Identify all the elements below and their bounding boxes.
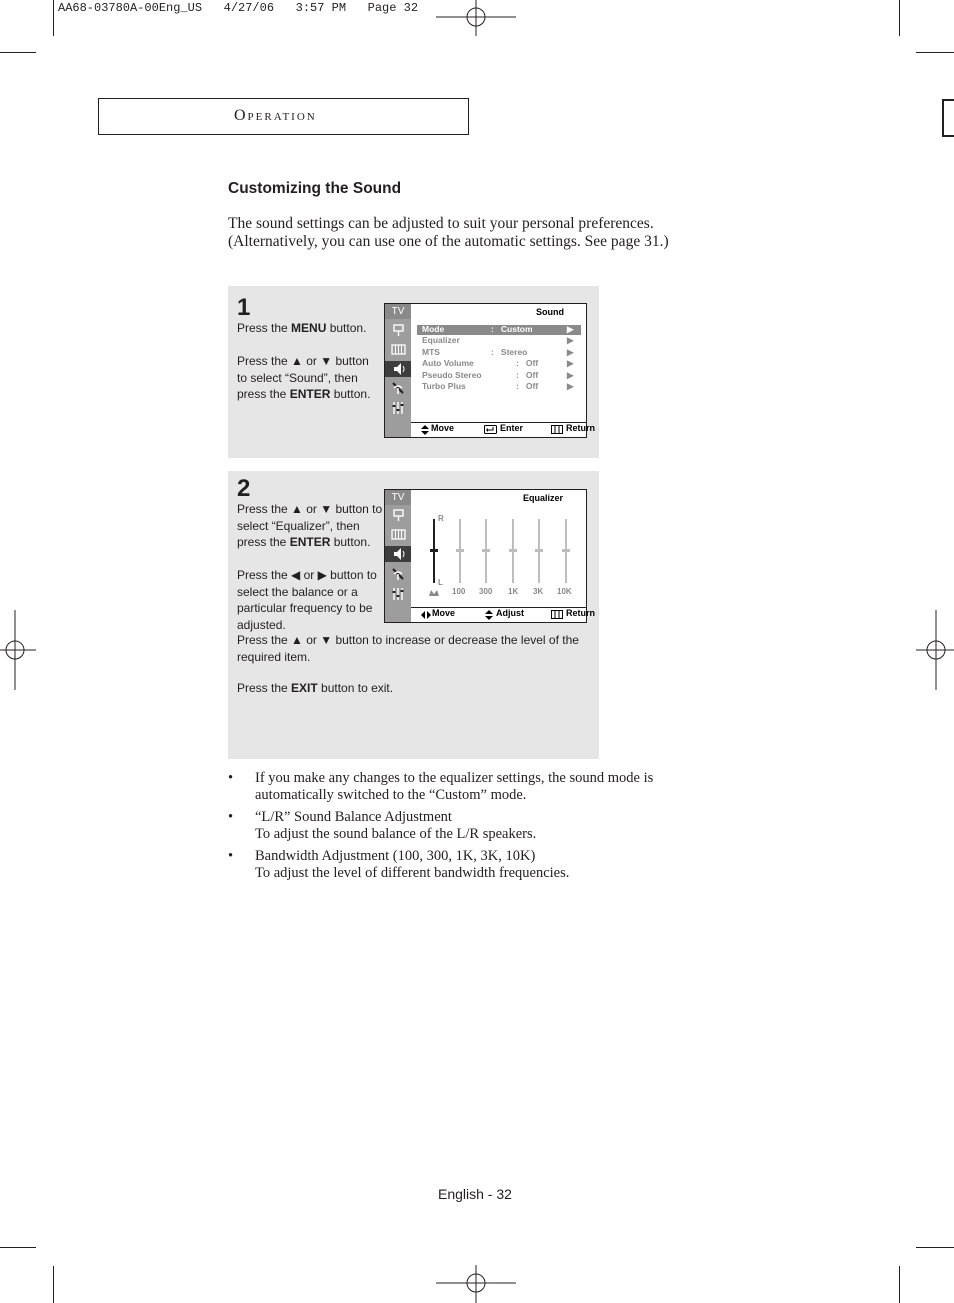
menu-item-pseudo-stereo[interactable] xyxy=(416,371,582,381)
menu-item-label: MTS xyxy=(422,347,440,357)
setup-icon xyxy=(388,400,408,416)
bullet-line: If you make any changes to the equalizer settings, the sound mode is xyxy=(255,770,654,786)
updown-arrows-icon xyxy=(485,610,493,620)
intro-line: (Alternatively, you can use one of the automatic settings. See page 31.) xyxy=(228,233,669,250)
step-line: press the ENTER button. xyxy=(237,535,371,549)
band-slider[interactable] xyxy=(512,519,514,583)
menu-item-label: Pseudo Stereo xyxy=(422,370,482,380)
band-label: 300 xyxy=(479,587,493,596)
intro-text xyxy=(228,215,708,251)
balance-slider[interactable] xyxy=(433,519,435,583)
menu-item-auto-volume[interactable] xyxy=(416,359,582,369)
return-icon xyxy=(551,425,563,434)
page-footer: English - 32 xyxy=(438,1186,512,1202)
footer-adjust: Adjust xyxy=(496,608,524,618)
menu-title: Sound xyxy=(536,307,564,317)
channel-icon xyxy=(388,527,408,543)
menu-item-value: : Off xyxy=(516,381,539,391)
step-line: press the ENTER button. xyxy=(237,387,371,401)
band-label: 3K xyxy=(533,587,544,596)
step-line: Press the ▲ or ▼ button to increase or decrease the level of the xyxy=(237,633,579,647)
footer-enter: Enter xyxy=(500,423,524,433)
bullet-icon: • xyxy=(228,770,234,786)
intro-line: The sound settings can be adjusted to suit your personal preferences. xyxy=(228,215,654,232)
step-line: Press the MENU button. xyxy=(237,321,367,335)
side-tab xyxy=(942,99,954,137)
picture-icon xyxy=(388,323,408,339)
step-line: to select “Sound”, then xyxy=(237,370,358,385)
menu-item-label: Auto Volume xyxy=(422,358,474,368)
band-slider[interactable] xyxy=(538,519,540,583)
registration-mark-left xyxy=(0,610,36,690)
band-label: 10K xyxy=(557,587,572,596)
step-2-text-top xyxy=(237,501,397,633)
step-line: select the balance or a xyxy=(237,584,358,599)
step-2-text-bottom xyxy=(237,632,592,697)
crop-mark xyxy=(899,0,900,36)
crop-mark xyxy=(916,1247,954,1248)
band-label: 100 xyxy=(452,587,466,596)
step-line: required item. xyxy=(237,649,311,664)
sound-menu-screen xyxy=(384,303,595,438)
step-1-text xyxy=(237,320,387,403)
picture-icon xyxy=(388,508,408,524)
section-title: Customizing the Sound xyxy=(228,180,402,197)
step-line: Press the ◀ or ▶ button to xyxy=(237,568,377,582)
step-number: 1 xyxy=(237,294,251,321)
registration-mark-bottom xyxy=(436,1265,516,1303)
menu-item-mode[interactable] xyxy=(417,325,581,335)
registration-mark-right xyxy=(916,610,954,690)
menu-item-value: : Off xyxy=(516,370,539,380)
bullet-item xyxy=(255,848,715,882)
bullet-icon: • xyxy=(228,809,234,825)
band-slider[interactable] xyxy=(485,519,487,583)
menu-item-turbo-plus[interactable] xyxy=(416,382,582,392)
bullet-line: automatically switched to the “Custom” mode. xyxy=(255,787,527,803)
menu-title: Equalizer xyxy=(523,493,564,503)
step-number: 2 xyxy=(237,475,251,502)
arrow-right-icon: ▶ xyxy=(567,370,574,380)
band-label: 1K xyxy=(508,587,519,596)
arrow-right-icon: ▶ xyxy=(567,381,574,391)
sound-icon xyxy=(385,546,411,562)
balance-icon xyxy=(429,589,439,597)
menu-item-equalizer[interactable] xyxy=(416,336,582,346)
setup-icon xyxy=(388,586,408,602)
enter-icon xyxy=(484,425,497,434)
menu-footer xyxy=(411,422,595,437)
tv-label: TV xyxy=(385,490,411,505)
arrow-right-icon: ▶ xyxy=(567,324,574,334)
arrow-right-icon: ▶ xyxy=(567,358,574,368)
registration-mark-top xyxy=(436,0,516,36)
menu-item-mts[interactable] xyxy=(416,348,582,358)
crop-mark xyxy=(53,1266,54,1303)
step-line: Press the ▲ or ▼ button to xyxy=(237,502,383,516)
menu-item-label: Turbo Plus xyxy=(422,381,466,391)
step-line: Press the ▲ or ▼ button xyxy=(237,354,369,368)
menu-item-label: Equalizer xyxy=(422,335,460,345)
crop-mark xyxy=(53,0,54,36)
step-line: adjusted. xyxy=(237,617,286,632)
menu-footer xyxy=(411,607,595,622)
menu-item-value: : Off xyxy=(516,358,539,368)
step-line: select “Equalizer”, then xyxy=(237,518,360,533)
channel-icon xyxy=(388,342,408,358)
crop-mark xyxy=(0,52,36,53)
return-icon xyxy=(551,610,563,619)
bullet-line: To adjust the sound balance of the L/R speakers. xyxy=(255,826,537,842)
equalizer-screen xyxy=(384,489,595,623)
bullet-item xyxy=(255,809,715,843)
print-header: AA68-03780A-00Eng_US 4/27/06 3:57 PM Page 32 xyxy=(58,1,419,15)
bullet-icon: • xyxy=(228,848,234,864)
leftright-arrows-icon xyxy=(421,611,431,619)
menu-item-label: Mode xyxy=(422,324,445,334)
arrow-right-icon: ▶ xyxy=(567,335,574,345)
footer-return: Return xyxy=(566,423,595,433)
crop-mark xyxy=(899,1266,900,1303)
bullet-line: Bandwidth Adjustment (100, 300, 1K, 3K, 10K) xyxy=(255,848,536,864)
footer-return: Return xyxy=(566,608,595,618)
antenna-icon xyxy=(388,380,408,396)
band-slider[interactable] xyxy=(565,519,567,583)
crop-mark xyxy=(916,52,954,53)
section-header: Operation xyxy=(234,107,317,124)
right-label: R xyxy=(438,514,444,523)
menu-item-value: : Stereo xyxy=(491,347,528,357)
antenna-icon xyxy=(388,566,408,582)
bullet-line: “L/R” Sound Balance Adjustment xyxy=(255,809,452,825)
step-line: particular frequency to be xyxy=(237,601,373,615)
footer-move: Move xyxy=(432,608,456,618)
band-slider[interactable] xyxy=(459,519,461,583)
tv-label: TV xyxy=(385,304,411,319)
bullet-item xyxy=(255,770,715,804)
crop-mark xyxy=(0,1247,36,1248)
arrow-right-icon: ▶ xyxy=(567,347,574,357)
left-label: L xyxy=(438,578,443,587)
bullet-line: To adjust the level of different bandwidth frequencies. xyxy=(255,865,570,881)
updown-arrows-icon xyxy=(421,425,429,435)
footer-move: Move xyxy=(431,423,455,433)
sound-icon xyxy=(385,361,411,377)
menu-item-value: : Custom xyxy=(491,324,533,334)
step-line: Press the EXIT button to exit. xyxy=(237,681,394,695)
